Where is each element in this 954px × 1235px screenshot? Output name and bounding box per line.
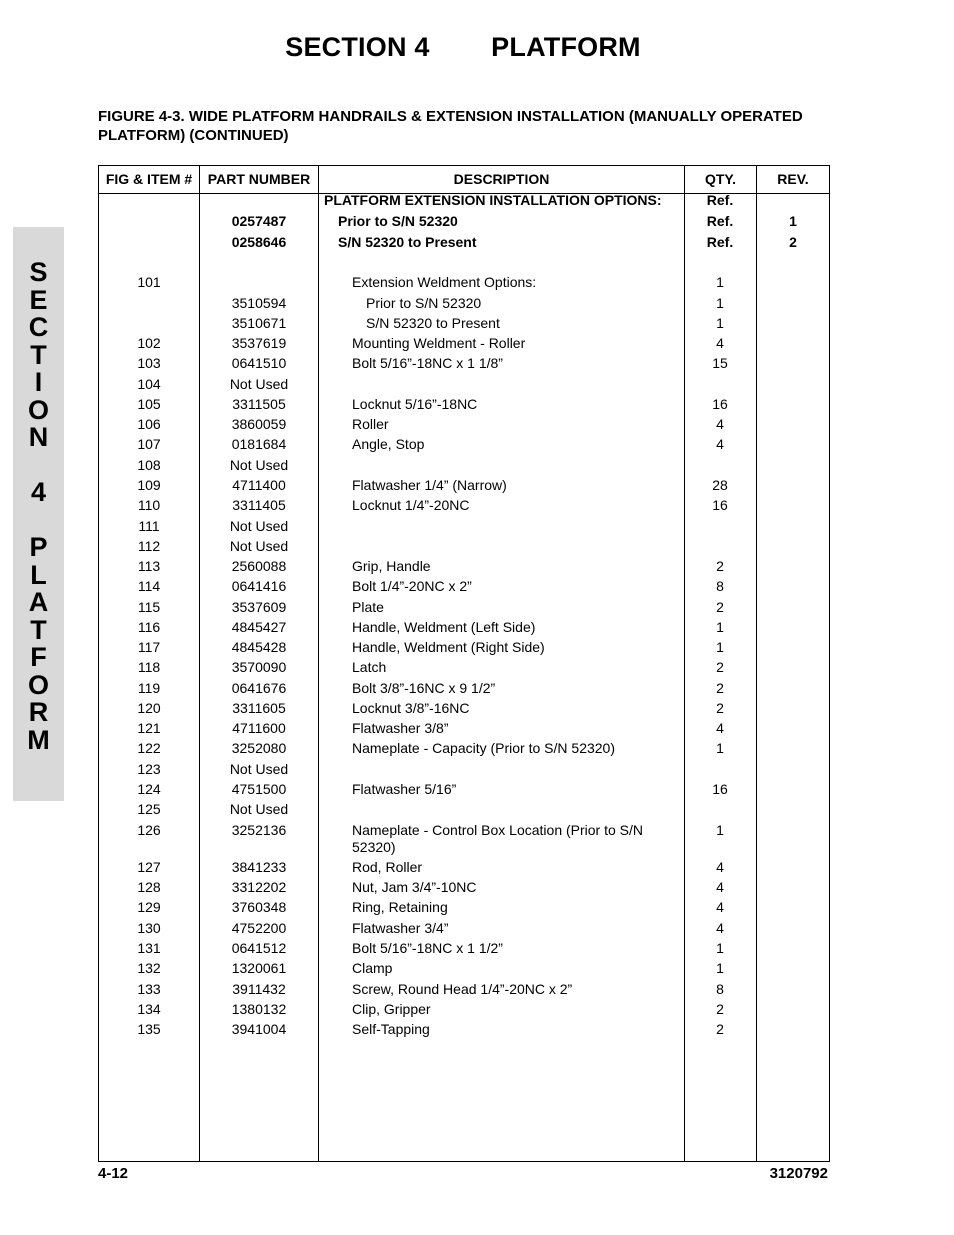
qty-cell: 1 [716,619,724,635]
qty-cell: 4 [716,899,724,915]
part-number-cell: 3510671 [231,315,287,331]
qty-cell: 1 [716,740,724,756]
part-number-cell: 0641416 [231,578,287,594]
qty-cell: 2 [716,1021,724,1037]
qty-cell: 8 [716,578,724,594]
description-cell: Roller [352,416,389,432]
description-cell: Rod, Roller [352,859,423,875]
part-number-cell: 0641676 [231,680,287,696]
qty-cell: 1 [716,295,724,311]
item-number-cell: 124 [137,781,161,797]
qty-cell: 2 [716,680,724,696]
header-description: DESCRIPTION [453,171,550,187]
side-tab-letter: I [34,367,43,397]
description-cell: Nameplate - Control Box Location (Prior to S/N 52320) [352,822,644,855]
part-number-cell: 3510594 [231,295,287,311]
qty-cell: 15 [712,355,728,371]
item-number-cell: 130 [137,920,161,936]
part-number-cell: 0641512 [231,940,287,956]
part-number-cell: 4845427 [231,619,287,635]
description-cell: Handle, Weldment (Left Side) [352,619,536,635]
table-header-row [99,166,829,194]
item-number-cell: 113 [137,558,161,574]
part-number-cell: 3860059 [231,416,287,432]
qty-cell: 2 [716,1001,724,1017]
description-cell: Clip, Gripper [352,1001,431,1017]
item-number-cell: 132 [137,960,161,976]
item-number-cell: 109 [137,477,161,493]
description-cell: Locknut 1/4”-20NC [352,497,470,513]
item-number-cell: 126 [137,822,161,838]
section-side-tab [13,227,64,801]
description-cell: Nameplate - Capacity (Prior to S/N 52320) [352,740,615,756]
qty-cell: 4 [716,720,724,736]
side-tab-letter: C [28,312,49,342]
item-number-cell: 111 [138,518,160,534]
description-cell: Flatwasher 3/4” [352,920,449,936]
side-tab-letter: T [30,339,47,370]
description-cell: Angle, Stop [352,436,425,452]
item-number-cell: 102 [137,335,161,351]
header-item: FIG & ITEM # [105,171,193,187]
item-number-cell: 125 [137,801,161,817]
column-divider [318,166,319,1161]
description-cell: S/N 52320 to Present [366,315,500,331]
side-tab-letter: R [28,697,49,727]
side-tab-letter: M [27,724,50,755]
item-number-cell: 116 [137,619,161,635]
qty-cell: 1 [716,639,724,655]
qty-cell: 16 [712,396,728,412]
description-cell: Flatwasher 3/8” [352,720,449,736]
qty-cell: 2 [716,659,724,675]
item-number-cell: 123 [137,761,161,777]
item-number-cell: 119 [137,680,161,696]
item-number-cell: 112 [137,538,161,554]
part-number-cell: 3911432 [232,981,286,997]
item-number-cell: 133 [137,981,161,997]
item-number-cell: 122 [137,740,161,756]
part-number-cell: 3252136 [231,822,287,838]
rev-cell: 2 [789,234,797,250]
description-cell: Flatwasher 5/16” [352,781,457,797]
qty-cell: 1 [716,960,724,976]
description-cell: Extension Weldment Options: [352,274,537,290]
item-number-cell: 131 [137,940,161,956]
rev-cell: 1 [789,213,797,229]
item-number-cell: 115 [137,599,161,615]
qty-cell: 4 [716,416,724,432]
qty-cell: 4 [716,859,724,875]
description-cell: Handle, Weldment (Right Side) [352,639,545,655]
part-number-cell: 3537609 [231,599,287,615]
side-tab-letter: L [30,559,47,590]
item-number-cell: 134 [137,1001,161,1017]
qty-cell: Ref. [706,234,734,250]
side-tab-letter: P [29,532,48,562]
qty-cell: 28 [712,477,728,493]
item-number-cell: 110 [137,497,161,513]
part-number-cell: 0258646 [231,234,287,250]
description-cell: Bolt 1/4”-20NC x 2” [352,578,472,594]
side-tab-letter: O [27,669,49,700]
item-number-cell: 127 [137,859,161,875]
part-number-cell: 3760348 [231,899,287,915]
part-number-cell: 0181684 [231,436,287,452]
part-number-cell: Not Used [229,518,289,534]
item-number-cell: 105 [137,396,161,412]
side-tab-letter [13,452,64,480]
part-number-cell: Not Used [229,761,289,777]
item-number-cell: 114 [137,578,161,594]
item-number-cell: 117 [137,639,161,655]
header-rev: REV. [777,171,809,187]
qty-cell: 1 [716,274,724,290]
qty-cell: Ref. [706,192,734,208]
description-cell: PLATFORM EXTENSION INSTALLATION OPTIONS: [324,192,662,208]
item-number-cell: 121 [137,720,161,736]
side-tab-letter: A [28,587,49,617]
description-cell: Bolt 5/16”-18NC x 1 1/8” [352,355,503,371]
part-number-cell: 3312202 [231,879,287,895]
part-number-cell: 4751500 [231,781,287,797]
part-number-cell: 3570090 [231,659,287,675]
qty-cell: 1 [716,822,724,838]
description-cell: Nut, Jam 3/4”-10NC [352,879,477,895]
qty-cell: 2 [716,599,724,615]
description-cell: Plate [352,599,384,615]
qty-cell: 2 [716,700,724,716]
part-number-cell: 3841233 [231,859,287,875]
description-cell: S/N 52320 to Present [338,234,477,250]
description-cell: Grip, Handle [352,558,431,574]
qty-cell: 4 [716,920,724,936]
document-number: 3120792 [769,1165,828,1182]
item-number-cell: 101 [137,274,161,290]
part-number-cell: 3537619 [231,335,287,351]
side-tab-letters [13,259,64,754]
description-cell: Bolt 5/16”-18NC x 1 1/2” [352,940,503,956]
part-number-cell: 2560088 [231,558,287,574]
description-cell: Locknut 5/16”-18NC [352,396,478,412]
part-number-cell: 4752200 [231,920,287,936]
description-cell: Mounting Weldment - Roller [352,335,526,351]
part-number-cell: 3311505 [232,396,286,412]
item-number-cell: 103 [137,355,161,371]
part-number-cell: Not Used [229,457,289,473]
description-cell: Flatwasher 1/4” (Narrow) [352,477,507,493]
side-tab-letter: F [30,642,47,672]
qty-cell: 4 [716,879,724,895]
side-tab-letter: E [29,284,48,315]
part-number-cell: Not Used [229,376,289,392]
part-number-cell: 0257487 [231,213,287,229]
part-number-cell: 0641510 [231,355,287,371]
part-number-cell: 4711400 [232,477,286,493]
description-cell: Bolt 3/8”-16NC x 9 1/2” [352,680,496,696]
header-qty: QTY. [704,171,737,187]
item-number-cell: 107 [137,436,161,452]
header-part-number: PART NUMBER [207,171,311,187]
description-cell: Clamp [352,960,393,976]
page-number: 4-12 [98,1165,129,1182]
parts-table [98,165,830,1162]
description-cell: Screw, Round Head 1/4”-20NC x 2” [352,981,573,997]
description-cell: Locknut 3/8”-16NC [352,700,470,716]
qty-cell: 16 [712,781,728,797]
description-cell: Latch [352,659,387,675]
part-number-cell: Not Used [229,801,289,817]
description-cell: Self-Tapping [352,1021,430,1037]
part-number-cell: 3941004 [231,1021,287,1037]
side-tab-letter: 4 [30,477,47,507]
section-title: SECTION 4 PLATFORM [285,32,641,62]
qty-cell: 16 [712,497,728,513]
item-number-cell: 118 [137,659,161,675]
qty-cell: 1 [716,940,724,956]
qty-cell: 4 [716,436,724,452]
part-number-cell: 1320061 [231,960,287,976]
description-cell: Ring, Retaining [352,899,448,915]
side-tab-letter: N [28,422,49,452]
part-number-cell: 3311405 [232,497,286,513]
part-number-cell: Not Used [229,538,289,554]
item-number-cell: 129 [137,899,161,915]
part-number-cell: 3252080 [231,740,287,756]
item-number-cell: 106 [137,416,161,432]
item-number-cell: 128 [137,879,161,895]
description-cell: Prior to S/N 52320 [366,295,482,311]
part-number-cell: 3311605 [232,700,286,716]
qty-cell: 1 [716,315,724,331]
figure-title: FIGURE 4-3. WIDE PLATFORM HANDRAILS & EXTENSION INSTALLATION (MANUALLY OPERATED PLATFORM) (CONTINUED) [98,108,803,144]
side-tab-letter [13,507,64,535]
qty-cell: 2 [716,558,724,574]
item-number-cell: 108 [137,457,161,473]
item-number-cell: 135 [137,1021,161,1037]
part-number-cell: 4711600 [232,720,286,736]
qty-cell: 8 [716,981,724,997]
qty-cell: Ref. [706,213,734,229]
item-number-cell: 120 [137,700,161,716]
side-tab-letter: O [27,394,49,425]
side-tab-letter: T [30,614,47,645]
item-number-cell: 104 [137,376,161,392]
description-cell: Prior to S/N 52320 [338,213,458,229]
side-tab-letter: S [29,257,48,287]
part-number-cell: 4845428 [231,639,287,655]
qty-cell: 4 [716,335,724,351]
column-divider [756,166,757,1161]
part-number-cell: 1380132 [231,1001,287,1017]
